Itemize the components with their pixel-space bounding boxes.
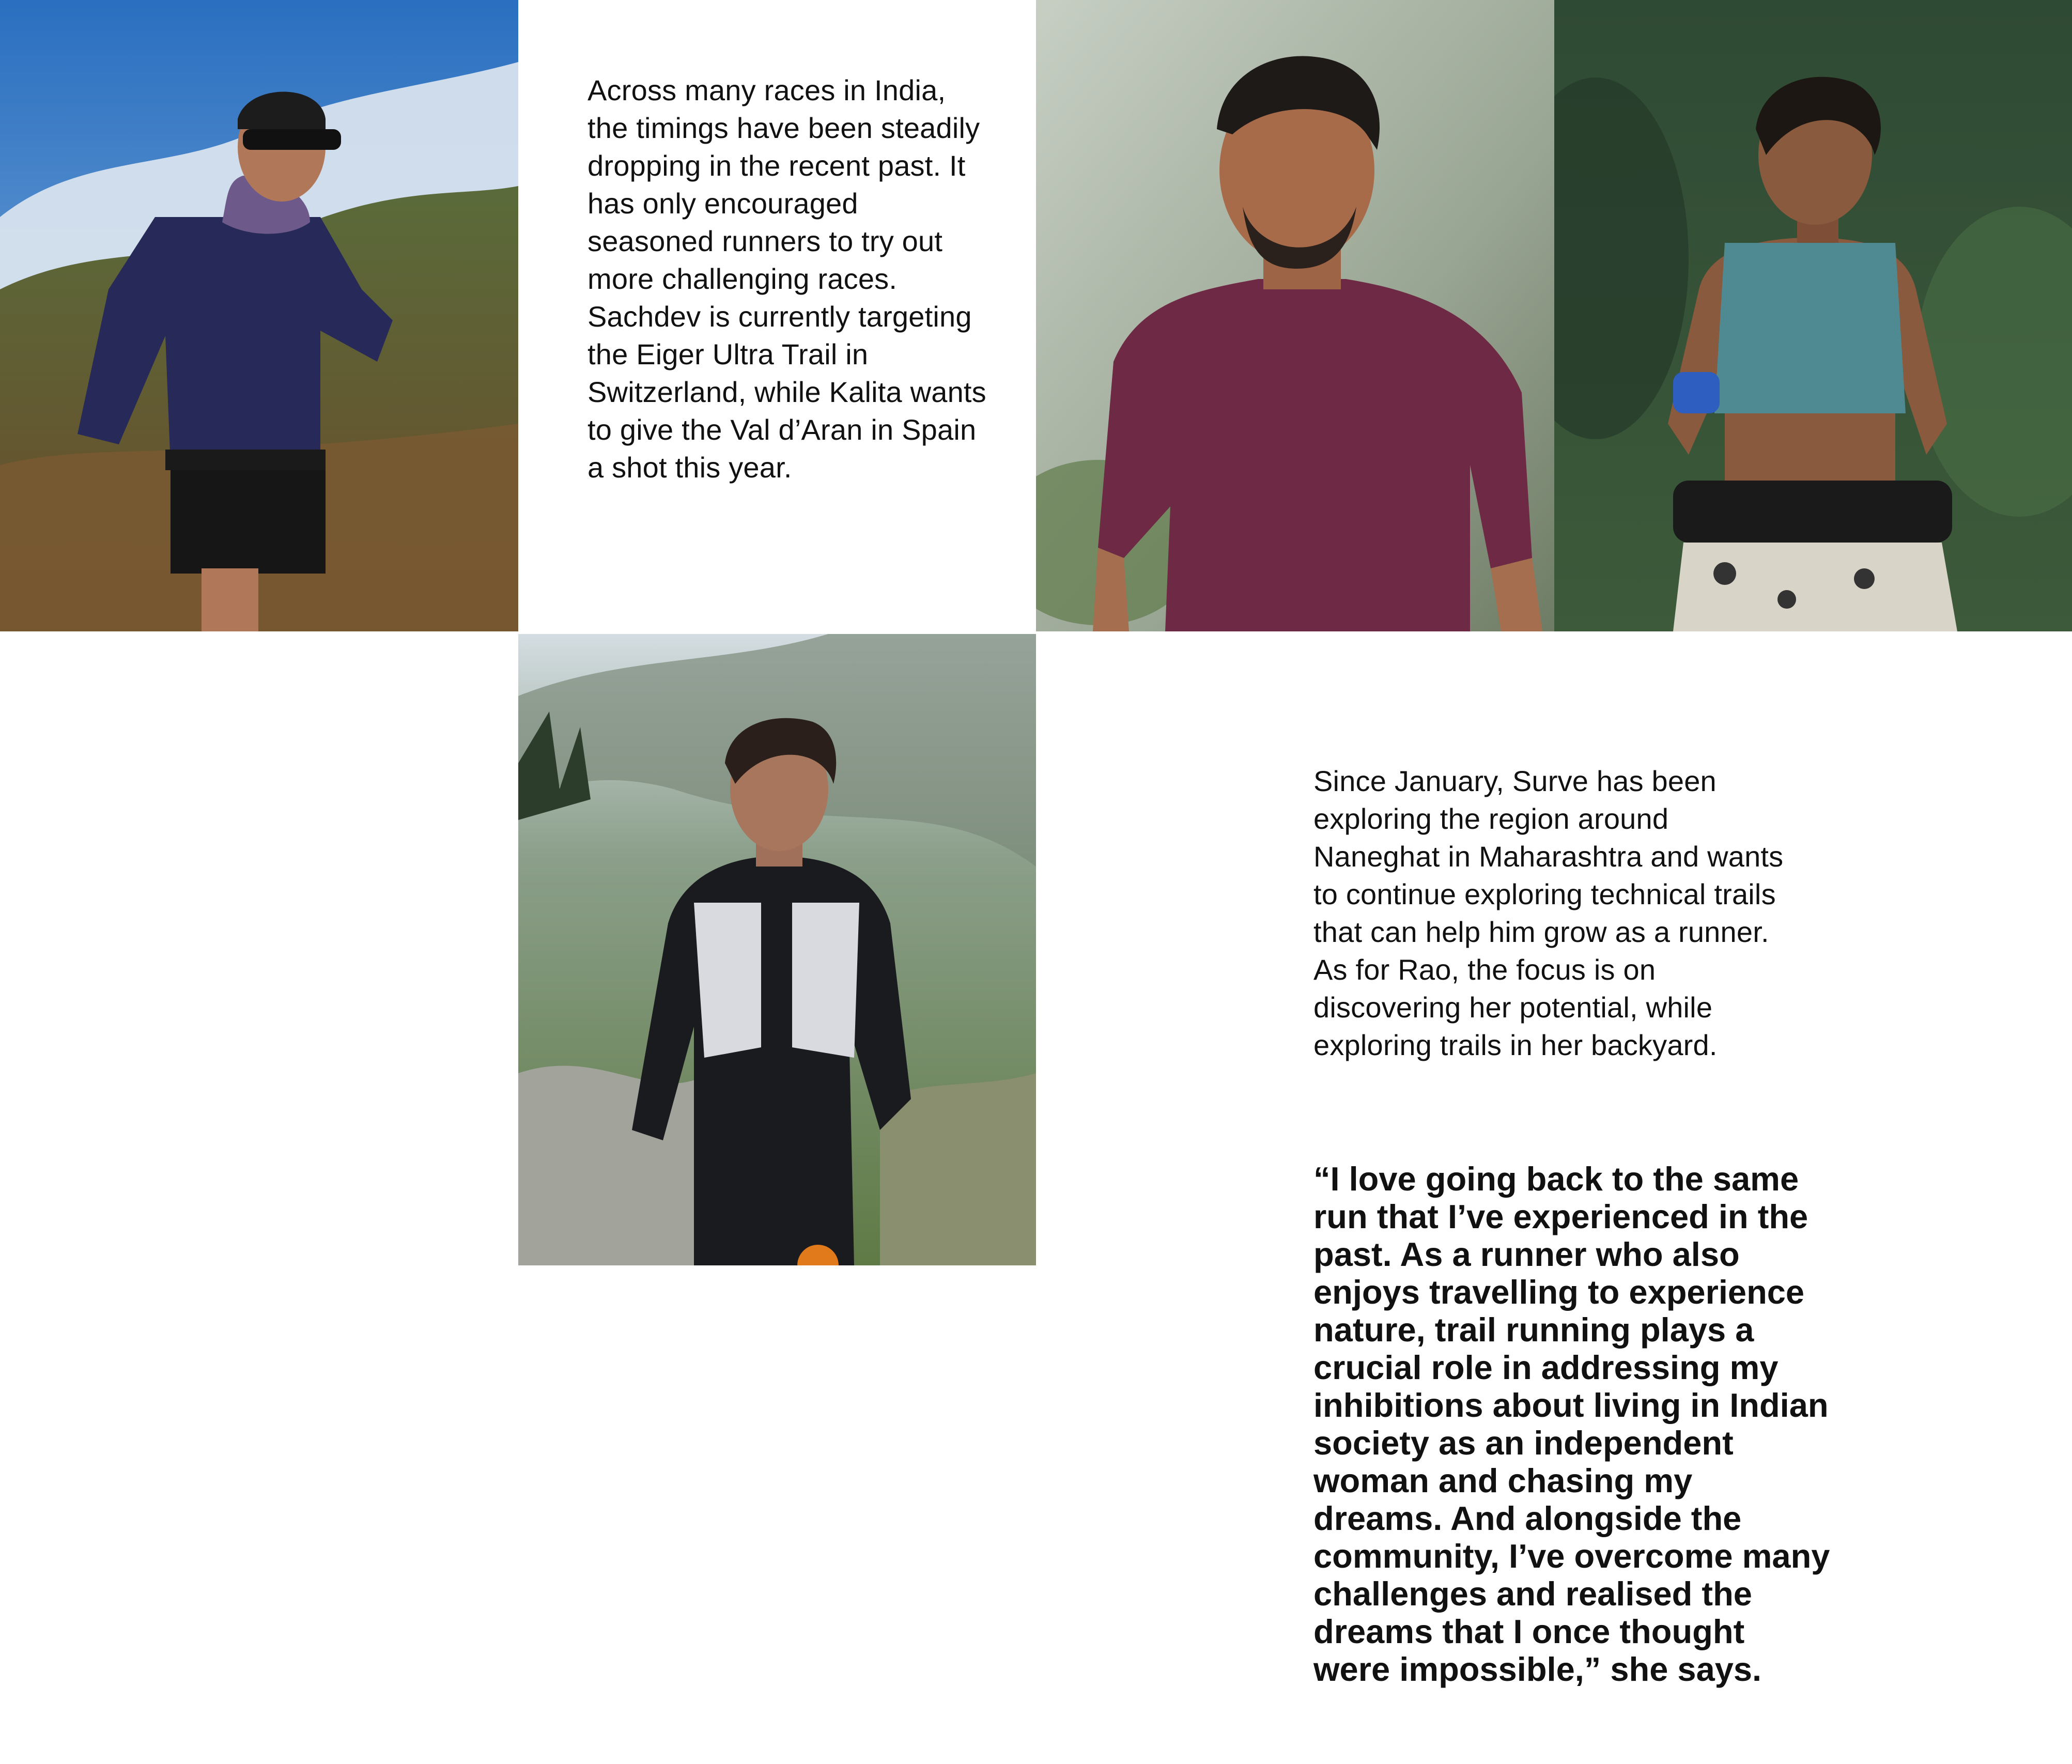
runner-maroon-tshirt-photo — [1036, 0, 1554, 631]
runner-hydration-vest-photo — [518, 634, 1036, 1265]
pull-quote: “I love going back to the same run that I’ve experienced in the past. As a runner who also enjoys travelling to experience nature, trail running plays a crucial role in addressing my inhibitions about living in Indian society as an independent woman and chasing my dreams. And alongside the community, I’ve overcome many challenges and realised the dreams that I once thought were impossible,” she says. — [1313, 1160, 1830, 1688]
runner-sunglasses-mountain-photo — [0, 0, 518, 631]
article-paragraph-1: Across many races in India, the timings have been steadily dropping in the recent past. It has only encouraged seasoned runners to try out more challenging races. Sachdev is currently targeting the Eiger Ultra Trail in Switzerland, while Kalita wants to give the Val d’Aran in Spain a shot this year. — [587, 74, 986, 484]
runner-teal-top-photo — [1554, 0, 2072, 631]
article-paragraph-2: Since January, Surve has been exploring the region around Naneghat in Maharashtra and wants to continue exploring technical trails that can help him grow as a runner. As for Rao, the focus is on discovering her potential, while exploring trails in her backyard. — [1313, 765, 1784, 1061]
